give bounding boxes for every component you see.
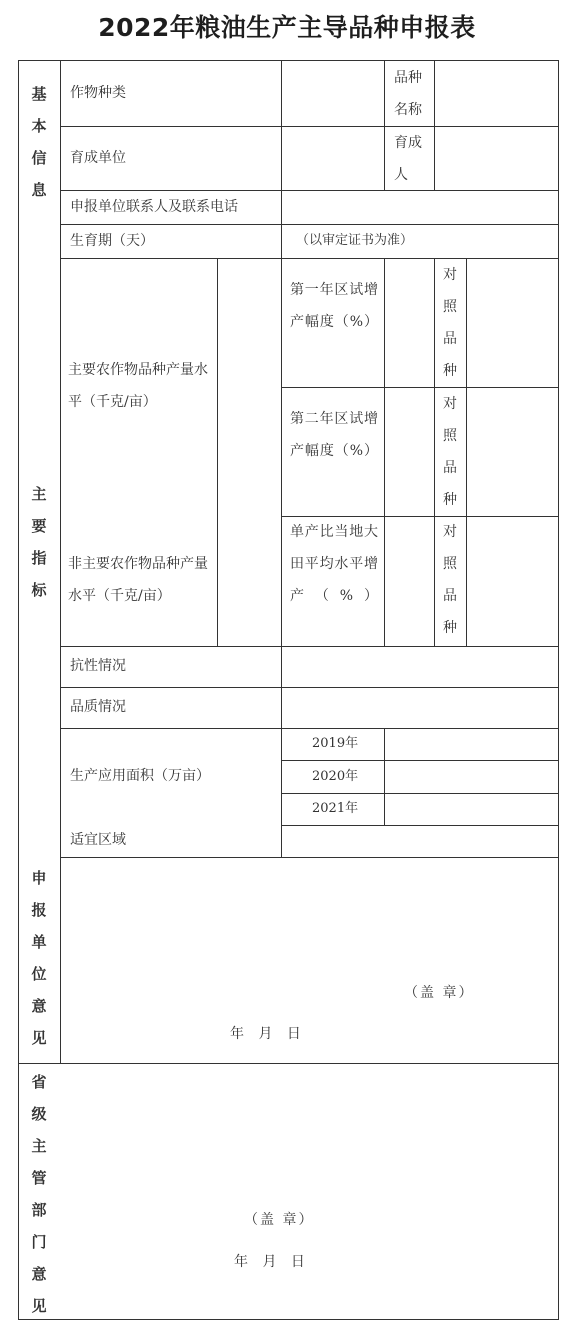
row-divider	[60, 728, 558, 729]
unit-seal: （盖 章）	[404, 985, 475, 1001]
row-divider	[60, 687, 558, 688]
label-non-main-crop-yield: 非主要农作物品种产量水平（千克/亩）	[68, 556, 208, 604]
label-suitable-region: 适宜区域	[70, 832, 126, 848]
row-divider	[60, 258, 558, 259]
row-divider	[18, 1063, 559, 1064]
col-divider	[281, 646, 282, 858]
label-crop-type: 作物种类	[70, 85, 126, 101]
row-divider	[60, 224, 558, 225]
col-divider	[434, 60, 435, 191]
row-divider	[60, 857, 558, 858]
table-border-right	[558, 60, 559, 1320]
label-year2-trial: 第二年区试增产幅度（%）	[290, 411, 378, 459]
row-divider	[281, 760, 558, 761]
label-quality: 品质情况	[70, 699, 126, 715]
col-divider	[384, 60, 385, 191]
label-resistance: 抗性情况	[70, 658, 126, 674]
label-control-variety-3: 对照品种	[443, 524, 457, 636]
unit-date: 年 月 日	[230, 1026, 301, 1042]
col-divider	[384, 728, 385, 826]
page-title: 2022年粮油生产主导品种申报表	[98, 13, 476, 42]
row-divider	[281, 793, 558, 794]
year-2021: 2021年	[312, 801, 359, 816]
table-border-left	[18, 60, 19, 1320]
label-year1-trial: 第一年区试增产幅度（%）	[290, 282, 378, 330]
label-breeding-unit: 育成单位	[70, 150, 126, 166]
row-divider	[60, 126, 558, 127]
section-column-divider	[60, 60, 61, 1063]
col-divider	[466, 258, 467, 647]
label-variety-name: 品种名称	[394, 70, 422, 118]
section-province-opinion: 省级主管部门意见	[31, 1073, 47, 1315]
row-divider	[281, 825, 558, 826]
label-field-increase: 单产比当地大田平均水平增产（%）	[290, 524, 378, 604]
label-contact: 申报单位联系人及联系电话	[70, 199, 238, 215]
label-area: 生产应用面积（万亩）	[70, 768, 210, 784]
year-2020: 2020年	[312, 769, 359, 784]
col-divider	[281, 60, 282, 191]
row-divider	[60, 646, 558, 647]
province-seal: （盖 章）	[244, 1212, 315, 1228]
section-basic-info: 基本信息	[31, 85, 47, 199]
label-growth-period: 生育期（天）	[70, 233, 154, 249]
table-border-bottom	[18, 1319, 559, 1320]
year-2019: 2019年	[312, 736, 359, 751]
province-date: 年 月 日	[234, 1254, 305, 1270]
label-breeder: 育成人	[394, 135, 422, 183]
label-main-crop-yield: 主要农作物品种产量水平（千克/亩）	[68, 362, 208, 410]
col-divider	[281, 190, 282, 259]
row-divider	[60, 190, 558, 191]
col-divider	[217, 258, 218, 647]
label-control-variety-1: 对照品种	[443, 267, 457, 379]
section-main-indicators: 主要指标	[31, 485, 47, 599]
row-divider	[281, 387, 558, 388]
section-unit-opinion: 申报单位意见	[31, 869, 47, 1047]
col-divider	[384, 258, 385, 647]
growth-period-note: （以审定证书为准）	[296, 233, 414, 248]
label-control-variety-2: 对照品种	[443, 396, 457, 508]
col-divider	[281, 258, 282, 647]
col-divider	[434, 258, 435, 647]
table-border-top	[18, 60, 559, 61]
